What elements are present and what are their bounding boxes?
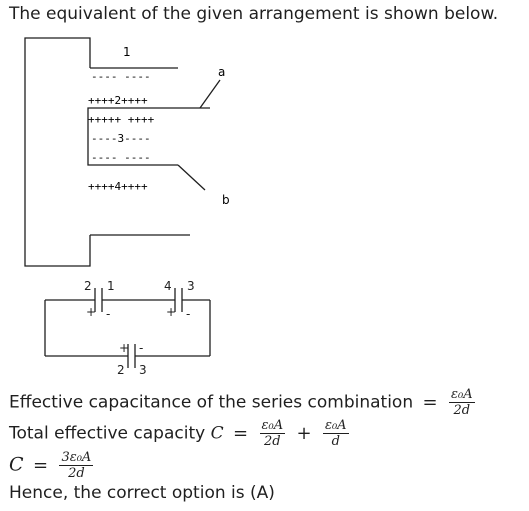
fraction: $\frac{\text{3ε₀A}}{2d}$ (61, 450, 92, 481)
series-line (9, 388, 477, 417)
label-4: 4 (164, 279, 172, 293)
series-text: Effective capacitance of the series combination (9, 392, 414, 413)
result-line (9, 451, 95, 480)
total-line (9, 419, 351, 448)
terminal-b-label: b (222, 193, 230, 207)
terminal-a-label: a (218, 65, 226, 79)
plus-sign: + (119, 341, 130, 355)
equivalent-circuit-figure (0, 268, 260, 378)
outer-conductor (25, 38, 90, 266)
charges-plate1: ---- ---- (91, 70, 151, 83)
capacitance-symbol: C (210, 423, 224, 444)
charges-plate4: ++++4++++ (88, 180, 148, 193)
capacitance-symbol: C (9, 453, 24, 476)
equals-sign: = (233, 422, 249, 444)
label-3: 3 (187, 279, 195, 293)
plus-operator: + (296, 422, 312, 444)
label-2-bottom: 2 (117, 363, 125, 377)
intro-text: The equivalent of the given arrangement is shown below. (9, 4, 499, 24)
fraction: $\frac{\text{ε₀A}}{d}$ (324, 418, 347, 449)
plus-sign: + (166, 305, 177, 319)
plate-arrangement-figure (0, 30, 260, 270)
charges-plate3: ----3---- (91, 132, 151, 145)
plate-label-1: 1 (123, 45, 131, 59)
fraction: $\frac{\text{ε₀A}}{2d}$ (261, 418, 284, 449)
equals-sign: = (422, 391, 438, 413)
charges-plate3b: ---- ---- (91, 151, 151, 164)
wire-a (200, 80, 220, 108)
label-2: 2 (84, 279, 92, 293)
label-1: 1 (107, 279, 115, 293)
charges-plate2b: +++++ ++++ (88, 113, 155, 126)
total-text: Total effective capacity (9, 423, 206, 444)
charges-plate2: ++++2++++ (88, 94, 148, 107)
minus-sign: - (186, 307, 191, 321)
fraction: $\frac{\text{ε₀A}}{2d}$ (451, 387, 473, 418)
label-3-bottom: 3 (139, 363, 147, 377)
minus-sign: - (139, 341, 144, 355)
equals-sign: = (32, 454, 49, 476)
conclusion-text: Hence, the correct option is (A) (9, 483, 275, 503)
plus-sign: + (86, 305, 97, 319)
wire-b (178, 165, 205, 190)
minus-sign: - (106, 307, 111, 321)
